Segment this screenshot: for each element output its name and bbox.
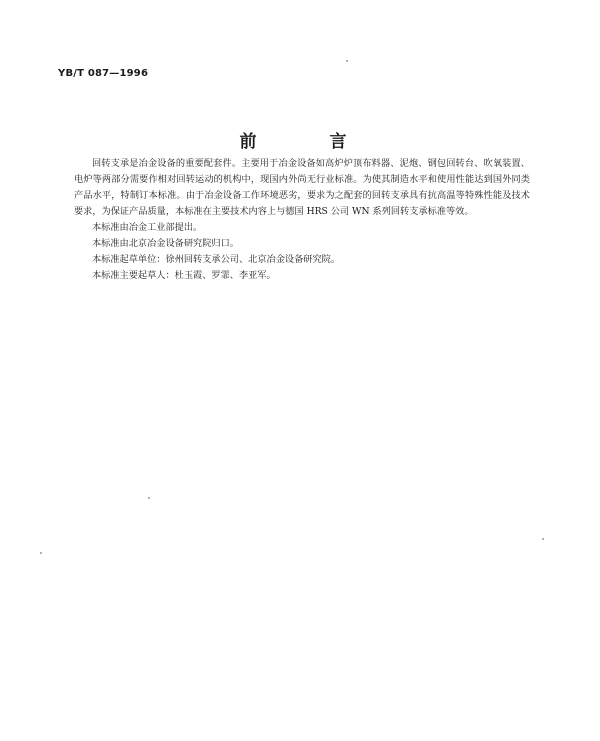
page-title: 前 言 [239, 132, 375, 152]
scan-speck [40, 552, 42, 554]
scan-speck [542, 538, 544, 540]
standard-code: YB/T 087—1996 [58, 68, 149, 79]
paragraph-proposer: 本标准由冶金工业部提出。 [92, 222, 203, 233]
paragraph-intro: 回转支承是冶金设备的重要配套件。主要用于冶金设备如高炉炉顶布料器、泥炮、钢包回转台、吹氧装置、电炉等两部分需要作相对回转运动的机构中，现国内外尚无行业标准。为使其制造水平和使用性能达到国外同类产品水平，特制订本标准。由于冶金设备工作环境恶劣，要求为之配套的回转支承具有抗高温等特殊性能及技术要求，为保证产品质量，本标准在主要技术内容上与德国 HRS 公司 WN 系列回转支承标准等效。 [74, 158, 530, 217]
paragraph-centralized: 本标准由北京冶金设备研究院归口。 [92, 238, 239, 249]
foreword-body [74, 156, 530, 284]
paragraph-drafting-units: 本标准起草单位：徐州回转支承公司、北京冶金设备研究院。 [92, 254, 341, 265]
paragraph-drafters: 本标准主要起草人：杜玉霞、罗霏、李亚军。 [92, 270, 276, 281]
scan-speck [346, 60, 348, 62]
scan-speck [148, 497, 150, 499]
